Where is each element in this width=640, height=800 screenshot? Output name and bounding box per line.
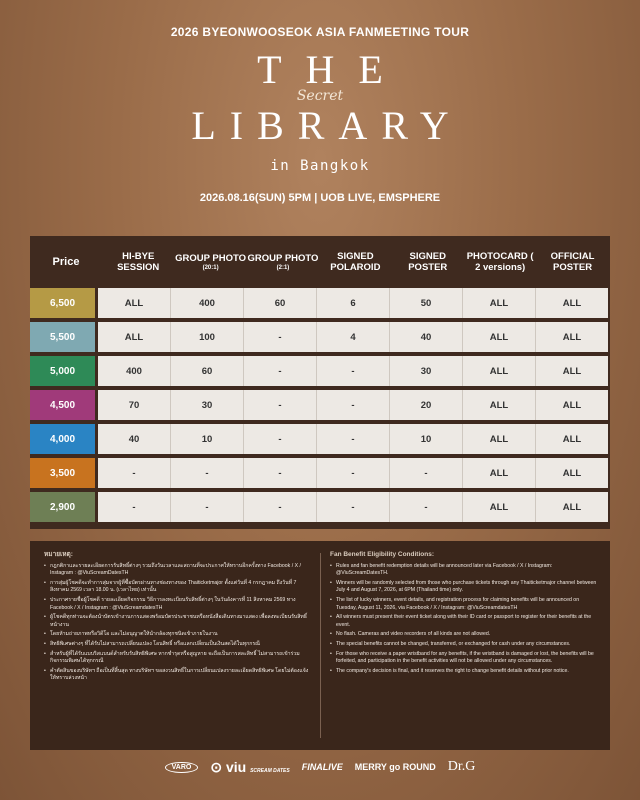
table-cell: - (132, 467, 136, 479)
price-cell: 4,000 (30, 424, 95, 454)
price-cell: 4,500 (30, 390, 95, 420)
table-row (30, 424, 610, 454)
tour-title: 2026 BYEONWOOSEOK ASIA FANMEETING TOUR (170, 25, 470, 39)
title-secret: Secret (296, 88, 344, 104)
table-cell: 30 (389, 356, 462, 386)
table-cell: 60 (170, 356, 243, 386)
table-cell: ALL (535, 288, 608, 318)
location-text: in Bangkok (270, 158, 370, 174)
table-cell: - (243, 424, 316, 454)
note-item: • No flash. Cameras and video recorders of all kinds are not allowed. (336, 631, 600, 639)
price-cell: 6,500 (30, 288, 95, 318)
table-cell: 40 (389, 322, 462, 352)
note-item: • The list of lucky winners, event details, and registration process for claiming benefits will be announced on Tuesday, August 11, 2026, via Facebook / X / Instagram: @ViuScreamdatesTH (336, 597, 600, 612)
note-item: • Rules and fan benefit redemption details will be announced later via Facebook / X / Instagram: @ViuScreamDatesTH. (336, 563, 600, 578)
table-cell: ALL (535, 424, 608, 454)
table-cell: 10 (170, 424, 243, 454)
header-cell: Price (52, 255, 80, 268)
header-cell: GROUP PHOTO (2:1) (247, 252, 319, 271)
title-the: THE (257, 47, 407, 92)
table-cell: - (389, 492, 462, 522)
table-cell: - (243, 458, 316, 488)
header-cell: HI-BYE SESSION (117, 251, 160, 273)
note-item: • The company's decision is final, and it reserves the right to change benefit details without prior notice. (336, 668, 600, 676)
viu-play-icon: ⊙ (210, 758, 223, 775)
table-cell: ALL (462, 492, 535, 522)
notes-divider (320, 553, 321, 738)
note-item: • All winners must present their event ticket along with their ID card or passport to register for their benefits at the event. (336, 614, 600, 629)
merry-go-round-logo: MERRY go ROUND (354, 762, 436, 772)
table-cell: 4 (316, 322, 389, 352)
table-cell: - (243, 322, 316, 352)
header-cell: SIGNED POSTER (408, 251, 448, 273)
table-cell: ALL (124, 297, 144, 309)
table-cell: 40 (128, 433, 140, 445)
table-cell: - (316, 492, 389, 522)
note-item: • ประกาศรายชื่อผู้โชคดี รายละเอียดกิจกรรม วิธีการลงทะเบียนรับสิทธิ์ต่างๆ ในวันอังคารที่ 11 สิงหาคม 2569 ทาง Facebook / X / Instagram : @ViuScreamdatesTH (50, 597, 314, 612)
table-cell: ALL (535, 458, 608, 488)
table-cell: ALL (462, 390, 535, 420)
table-cell: - (243, 356, 316, 386)
table-cell: - (132, 501, 136, 513)
table-cell: - (316, 356, 389, 386)
viu-logo: ⊙ viu SCREAM DATES (210, 758, 290, 775)
table-cell: ALL (462, 356, 535, 386)
table-cell: - (243, 390, 316, 420)
table-cell: 400 (126, 365, 142, 377)
price-cell: 5,000 (30, 356, 95, 386)
table-header-row (30, 236, 610, 288)
notes-panel (30, 541, 610, 750)
table-cell: 20 (389, 390, 462, 420)
table-cell: 30 (170, 390, 243, 420)
table-cell: - (316, 390, 389, 420)
table-cell: 100 (170, 322, 243, 352)
table-cell: 70 (128, 399, 140, 411)
header-cell: PHOTOCARD ( 2 versions) (466, 251, 534, 273)
table-row (30, 288, 610, 318)
finalive-logo: FINALIVE (301, 762, 343, 772)
table-cell: ALL (535, 322, 608, 352)
note-item: • สำหรับผู้ที่ได้รับแบบริสแบนด์สำหรับรับสิทธิพิเศษ หากชำรุดหรือสูญหาย จะถือเป็นการสละสิทธิ์ ไม่สามารถเข้าร่วมกิจกรรมพิเศษได้ทุกกรณี (50, 651, 314, 666)
price-cell: 2,900 (30, 492, 95, 522)
note-item: • The special benefits cannot be changed, transferred, or exchanged for cash under any circumstances. (336, 641, 600, 649)
note-item: • การสุ่มผู้โชคดีจะทำการสุ่มจากผู้ที่ซื้อบัตรผ่านทางช่องทางของ Thaiticketmajor ตั้งแต่วันที่ 4 กรกฎาคม ถึงวันที่ 7 สิงหาคม 2569 เวลา 18.00 น. (เวลาไทย) เท่านั้น (50, 580, 314, 595)
table-cell: ALL (462, 424, 535, 454)
note-item: • คำตัดสินของบริษัทฯ ถือเป็นที่สิ้นสุด ทางบริษัทฯ ขอสงวนสิทธิ์ในการเปลี่ยนแปลงรายละเอียดสิทธิพิเศษ โดยไม่ต้องแจ้งให้ทราบล่วงหน้า (50, 668, 314, 683)
table-row (30, 322, 610, 352)
table-cell: 6 (316, 288, 389, 318)
date-venue: 2026.08.16(SUN) 5PM | UOB LIVE, EMSPHERE (199, 192, 441, 204)
table-cell: 50 (389, 288, 462, 318)
notes-english (330, 551, 600, 677)
table-cell: - (243, 492, 316, 522)
table-cell: - (170, 492, 243, 522)
table-cell: - (170, 458, 243, 488)
table-cell: ALL (124, 331, 144, 343)
table-cell: ALL (462, 322, 535, 352)
benefits-table (30, 236, 610, 529)
note-item: • กฎกติกาและรายละเอียดการรับสิทธิ์ต่างๆ รวมถึงวันเวลาและสถานที่จะประกาศให้ทราบอีกครั้งทาง Facebook / X / Instagram : @ViuScreamDatesTH (50, 563, 314, 578)
table-cell: - (316, 424, 389, 454)
table-cell: ALL (535, 390, 608, 420)
table-cell: 400 (170, 288, 243, 318)
title-library: LIBRARY (191, 103, 463, 148)
table-cell: 10 (389, 424, 462, 454)
note-item: • สิทธิพิเศษต่างๆ ที่ได้รับไม่สามารถเปลี่ยนแปลง โอนสิทธิ์ หรือแลกเปลี่ยนเป็นเงินสดได้ในทุกกรณี (50, 641, 314, 649)
table-row (30, 390, 610, 420)
note-item: • Winners will be randomly selected from those who purchase tickets through any Thaiticketmajor channel between July 4 and August 7, 2026, at 6PM (Thailand time) only. (336, 580, 600, 595)
notes-english-title: Fan Benefit Eligibility Conditions: (330, 551, 434, 558)
table-cell: ALL (535, 492, 608, 522)
table-cell: ALL (462, 288, 535, 318)
price-cell: 5,500 (30, 322, 95, 352)
table-cell: 60 (243, 288, 316, 318)
table-body (30, 288, 610, 522)
note-item: • โดยห้ามถ่ายภาพหรือวิดีโอ และไม่อนุญาตให้นำกล้องทุกชนิดเข้าภายในงาน (50, 631, 314, 639)
notes-thai-list (44, 563, 314, 683)
price-cell: 3,500 (30, 458, 95, 488)
table-cell: ALL (462, 458, 535, 488)
header-cell: OFFICIAL POSTER (550, 251, 595, 273)
note-item: • For those who receive a paper wristband for any benefits, if the wristband is damaged or lost, the benefits will be forfeited, and participation in the benefit activities will not be allowed under any circumstances. (336, 651, 600, 666)
note-item: • ผู้โชคดีทุกท่านจะต้องนำบัตรเข้างานการแสดงพร้อมบัตรประชาชนหรือหนังสือเดินทางมาแสดง เพื่อลงทะเบียนรับสิทธิ์หน้างาน (50, 614, 314, 629)
header-cell: SIGNED POLAROID (330, 251, 381, 273)
table-row (30, 356, 610, 386)
table-cell: - (316, 458, 389, 488)
table-row (30, 458, 610, 488)
table-row (30, 492, 610, 522)
header-cell: GROUP PHOTO (20:1) (175, 252, 247, 271)
notes-thai (44, 551, 314, 685)
table-cell: ALL (535, 356, 608, 386)
sponsor-logos (0, 754, 640, 780)
notes-thai-title: หมายเหตุ: (44, 551, 73, 558)
notes-english-list (330, 563, 600, 676)
varo-logo: VARO (165, 762, 199, 773)
drg-logo: Dr.G (447, 759, 476, 774)
table-cell: - (389, 458, 462, 488)
